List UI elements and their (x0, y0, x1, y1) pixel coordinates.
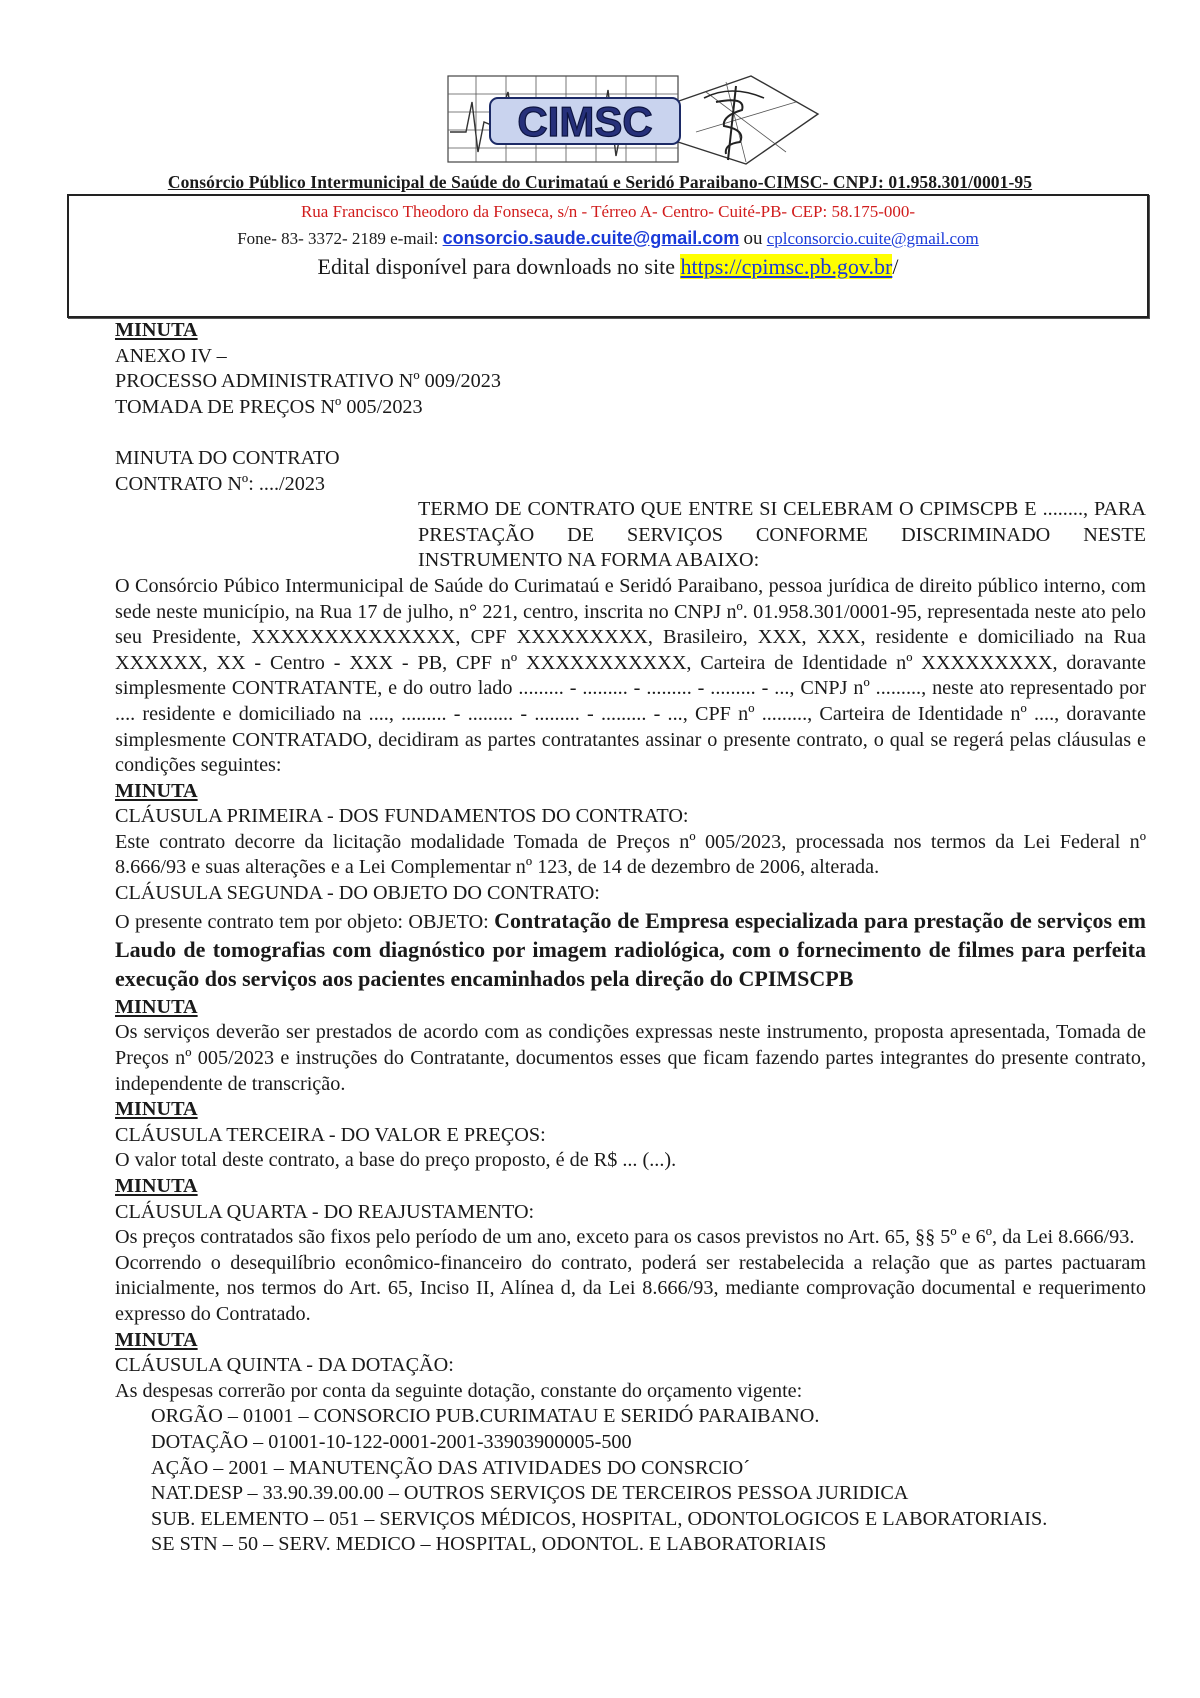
or-text: ou (743, 228, 763, 249)
anexo-line: ANEXO IV – (115, 344, 227, 367)
edital-line (69, 254, 1147, 280)
contract-body (115, 318, 1146, 1558)
clause-5-text: As despesas correrão por conta da seguinte dotação, constante do orçamento vigente: (115, 1379, 803, 1402)
clause-5-title: CLÁUSULA QUINTA - DA DOTAÇÃO: (115, 1354, 454, 1377)
object-description: Contratação de Empresa especializada para prestação de serviços em Laudo de tomografias com diagnóstico por imagem radiológica, com o fornecimento de filmes para perfeita execução dos serviços aos pacientes encaminhados pela direção do CPIMSCPB (115, 907, 1146, 992)
dotacao-line: NAT.DESP – 33.90.39.00.00 – OUTROS SERVIÇOS DE TERCEIROS PESSOA JURIDICA (151, 1482, 909, 1505)
processo-line: PROCESSO ADMINISTRATIVO Nº 009/2023 (115, 370, 501, 393)
email-link-primary[interactable]: consorcio.saude.cuite@gmail.com (442, 228, 740, 248)
site-suffix: / (892, 254, 899, 279)
email-link-secondary[interactable]: cplconsorcio.cuite@gmail.com (766, 229, 979, 248)
contact-line (69, 228, 1147, 250)
clause-3-title: CLÁUSULA TERCEIRA - DO VALOR E PREÇOS: (115, 1123, 546, 1146)
dotacao-line: DOTAÇÃO – 01001-10-122-0001-2001-33903900005-500 (151, 1430, 632, 1453)
clause-1-title: CLÁUSULA PRIMEIRA - DOS FUNDAMENTOS DO CONTRATO: (115, 805, 689, 828)
clause-1-text: Este contrato decorre da licitação modalidade Tomada de Preços nº 005/2023, processada nos termos da Lei Federal nº 8.666/93 e suas alterações e a Lei Complementar nº 123, de 14 de dezembro de 2006, alterada. (115, 830, 1146, 879)
clause-2-object (115, 907, 1146, 995)
clause-4-text-2: Ocorrendo o desequilíbrio econômico-financeiro do contrato, poderá ser restabelecida a relação que as partes pactuaram inicialmente, nos termos do Art. 65, Inciso II, Alínea d, da Lei 8.666/93, mediante comprovação documental e requerimento expresso do Contratado. (115, 1251, 1146, 1325)
minuta-heading: MINUTA (115, 779, 198, 802)
minuta-contrato-line: MINUTA DO CONTRATO (115, 446, 340, 469)
phone-text: Fone- 83- 3372- 2189 e-mail: (237, 229, 439, 248)
minuta-heading: MINUTA (115, 995, 198, 1018)
clause-4-title: CLÁUSULA QUARTA - DO REAJUSTAMENTO: (115, 1200, 535, 1223)
dotacao-line: SUB. ELEMENTO – 051 – SERVIÇOS MÉDICOS, HOSPITAL, ODONTOLOGICOS E LABORATORIAIS. (151, 1507, 1048, 1530)
edital-text: Edital disponível para downloads no site (317, 254, 675, 279)
dotacao-line: ORGÃO – 01001 – CONSORCIO PUB.CURIMATAU E SERIDÓ PARAIBANO. (151, 1405, 820, 1428)
organization-line: Consórcio Público Intermunicipal de Saúde do Curimataú e Seridó Paraibano-CIMSC- CNPJ: 01.958.301/0001-95 (167, 172, 1033, 192)
contact-box (67, 194, 1149, 318)
clause-2-title: CLÁUSULA SEGUNDA - DO OBJETO DO CONTRATO: (115, 882, 600, 905)
contrato-numero-line: CONTRATO Nº: ..../2023 (115, 472, 326, 495)
dotacao-line: AÇÃO – 2001 – MANUTENÇÃO DAS ATIVIDADES DO CONSRCIO´ (151, 1456, 750, 1479)
object-intro: O presente contrato tem por objeto: OBJETO: (115, 910, 489, 933)
minuta-heading: MINUTA (115, 1328, 198, 1351)
address-line: Rua Francisco Theodoro da Fonseca, s/n - Térreo A- Centro- Cuité-PB- CEP: 58.175-000- (300, 202, 916, 221)
logo-text: CIMSC (517, 98, 653, 145)
cimsc-logo (446, 72, 820, 168)
preambulo-paragraph: O Consórcio Púbico Intermunicipal de Saúde do Curimataú e Seridó Paraibano, pessoa jurídica de direito público interno, com sede neste município, na Rua 17 de julho, n° 221, centro, inscrita no CNPJ nº. 01.958.301/0001-95, representada neste ato pelo seu Presidente, XXXXXXXXXXXXXX, CPF XXXXXXXXX, Brasileiro, XXX, XXX, residente e domiciliado na Rua XXXXXX, XX - Centro - XXX - PB, CPF nº XXXXXXXXXXX, Carteira de Identidade nº XXXXXXXXX, doravante simplesmente CONTRATANTE, e do outro lado ......... - ......... - ......... - ......... - ..., CNPJ nº ........., neste ato representado por .... residente e domiciliado na ...., ......... - ......... - ......... - ......... - ..., CPF nº ........., Carteira de Identidade nº ...., doravante simplesmente CONTRATADO, decidiram as partes contratantes assinar o presente contrato, o qual se regerá pelas cláusulas e condições seguintes: (115, 574, 1146, 777)
minuta-heading: MINUTA (115, 1175, 198, 1198)
dotacao-line: SE STN – 50 – SERV. MEDICO – HOSPITAL, ODONTOL. E LABORATORIAIS (151, 1533, 827, 1556)
clause-4-text-1: Os preços contratados são fixos pelo período de um ano, exceto para os casos previstos no Art. 65, §§ 5º e 6º, da Lei 8.666/93. (115, 1226, 1135, 1249)
termo-paragraph: TERMO DE CONTRATO QUE ENTRE SI CELEBRAM O CPIMSCPB E ........, PARA PRESTAÇÃO DE SERVIÇOS CONFORME DISCRIMINADO NESTE INSTRUMENTO NA FORMA ABAIXO: (418, 498, 1146, 572)
minuta-heading: MINUTA (115, 1098, 198, 1121)
minuta-heading: MINUTA (115, 319, 198, 341)
clause-3-text: O valor total deste contrato, a base do preço proposto, é de R$ ... (...). (115, 1149, 677, 1172)
clause-2-text: Os serviços deverão ser prestados de acordo com as condições expressas neste instrumento, proposta apresentada, Tomada de Preços nº 005/2023 e instruções do Contratante, documentos esses que ficam fazendo partes integrantes do presente contrato, independente de transcrição. (115, 1021, 1146, 1095)
site-link[interactable]: https://cpimsc.pb.gov.br (680, 254, 893, 279)
tomada-line: TOMADA DE PREÇOS Nº 005/2023 (115, 395, 423, 418)
